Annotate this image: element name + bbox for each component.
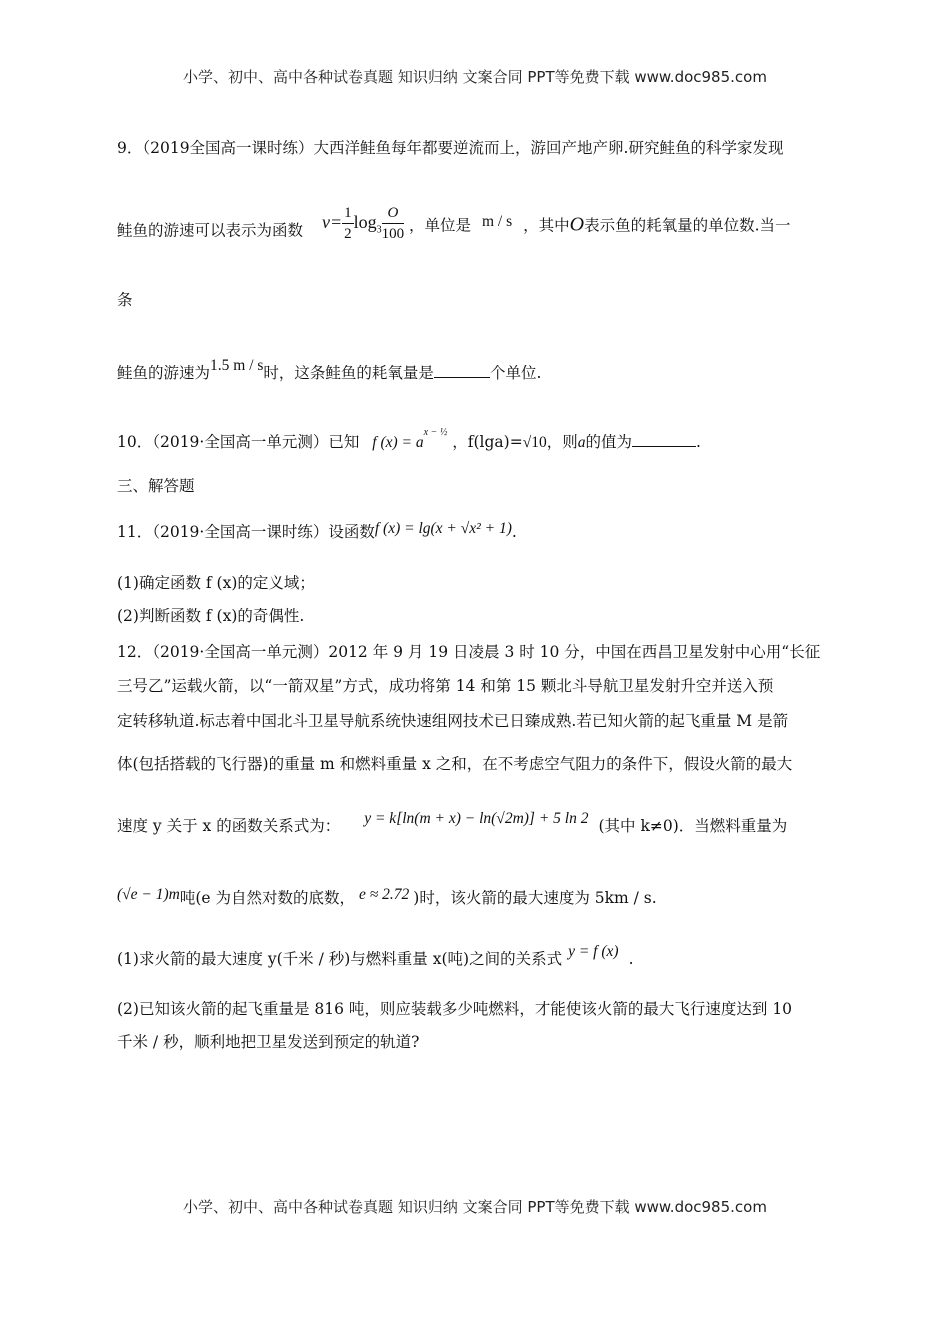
q12-line5: 速度 y 关于 x 的函数关系式为： y = k[ln(m + x) − ln(√2m)] + 5 ln 2 (其中 k≠0)．当燃料重量为: [117, 810, 788, 835]
q11-part1: (1)确定函数 f (x)的定义域；: [117, 574, 315, 592]
q9-mid2: ，其中: [523, 216, 570, 235]
q10-answer-blank[interactable]: [632, 446, 696, 447]
q9-mid1: ，单位是: [409, 216, 472, 235]
q9-line4: 鲑鱼的游速为1.5 m / s时，这条鲑鱼的耗氧量是 个单位.: [117, 357, 542, 382]
q12-line3: 定转移轨道.标志着中国北斗卫星导航系统快速组网技术已日臻成熟.若已知火箭的起飞重量 M 是箭: [117, 712, 789, 730]
q12-velocity-formula: y = k[ln(m + x) − ln(√2m)] + 5 ln 2: [364, 810, 589, 827]
page-footer: 小学、初中、高中各种试卷真题 知识归纳 文案合同 PPT等免费下载 www.doc985.com: [183, 1198, 767, 1216]
q9-tail: 表示鱼的耗氧量的单位数.当一: [584, 216, 791, 235]
q12-part1-expr: y = f (x): [568, 943, 619, 960]
page-header: 小学、初中、高中各种试卷真题 知识归纳 文案合同 PPT等免费下载 www.doc985.com: [183, 68, 767, 86]
q10-sqrt10: √10: [522, 434, 547, 452]
q9-answer-blank[interactable]: [434, 377, 490, 378]
q12-e-approx: e ≈ 2.72: [359, 886, 410, 903]
section-heading: 三、解答题: [117, 477, 195, 495]
q12-part2-line1: (2)已知该火箭的起飞重量是 816 吨，则应装载多少吨燃料，才能使该火箭的最大飞行速度达到 10: [117, 1000, 793, 1018]
q12-part1: (1)求火箭的最大速度 y(千米 / 秒)与燃料重量 x(吨)之间的关系式 y = f (x) .: [117, 943, 634, 968]
q11-part2: (2)判断函数 f (x)的奇偶性.: [117, 607, 305, 625]
q12-line1: 12．（2019·全国高一单元测）2012 年 9 月 19 日凌晨 3 时 10 分，中国在西昌卫星发射中心用“长征: [117, 643, 821, 661]
q12-part2-line2: 千米 / 秒，顺利地把卫星发送到预定的轨道?: [117, 1033, 420, 1051]
q10-function: f $(x) = a^{x - \frac{1}{2}}$: [372, 427, 448, 452]
q9-line3: 条: [117, 291, 133, 309]
q9-O-symbol: O: [569, 213, 585, 236]
q9-line2: [117, 197, 791, 247]
q12-line2: 三号乙”运载火箭，以“一箭双星”方式，成功将第 14 和第 15 颗北斗导航卫星发射升空并送入预: [117, 677, 774, 695]
q12-fuel-expr: (√e − 1)m: [117, 886, 180, 903]
q12-line6: (√e − 1)m吨(e 为自然对数的底数， e ≈ 2.72 )时，该火箭的最大速度为 5km / s.: [117, 886, 657, 907]
q11-line: 11．（2019·全国高一课时练）设函数f (x) = lg(x + √x² + 1).: [117, 520, 517, 541]
q9-speed: 1.5 m / s: [210, 357, 264, 374]
q9-unit: m / s: [482, 213, 513, 230]
q12-line4: 体(包括搭载的飞行器)的重量 m 和燃料重量 x 之和，在不考虑空气阻力的条件下，假设火箭的最大: [117, 755, 793, 773]
q10-line: 10．（2019·全国高一单元测）已知 f $(x) = a^{x - \frac{1}{2}}$ ，f(lga)=√10，则a的值为 .: [117, 427, 701, 452]
q9-velocity-formula: v= $\frac{1}{2}$ $\log_3$ $\frac{O}{100}$: [321, 204, 405, 242]
q9-prefix: 鲑鱼的游速可以表示为函数: [117, 221, 304, 240]
q11-function: f (x) = lg(x + √x² + 1): [374, 520, 512, 537]
q9-line1: 9．（2019全国高一课时练）大西洋鲑鱼每年都要逆流而上，游回产地产卵.研究鲑鱼的科学家发现: [117, 139, 784, 157]
